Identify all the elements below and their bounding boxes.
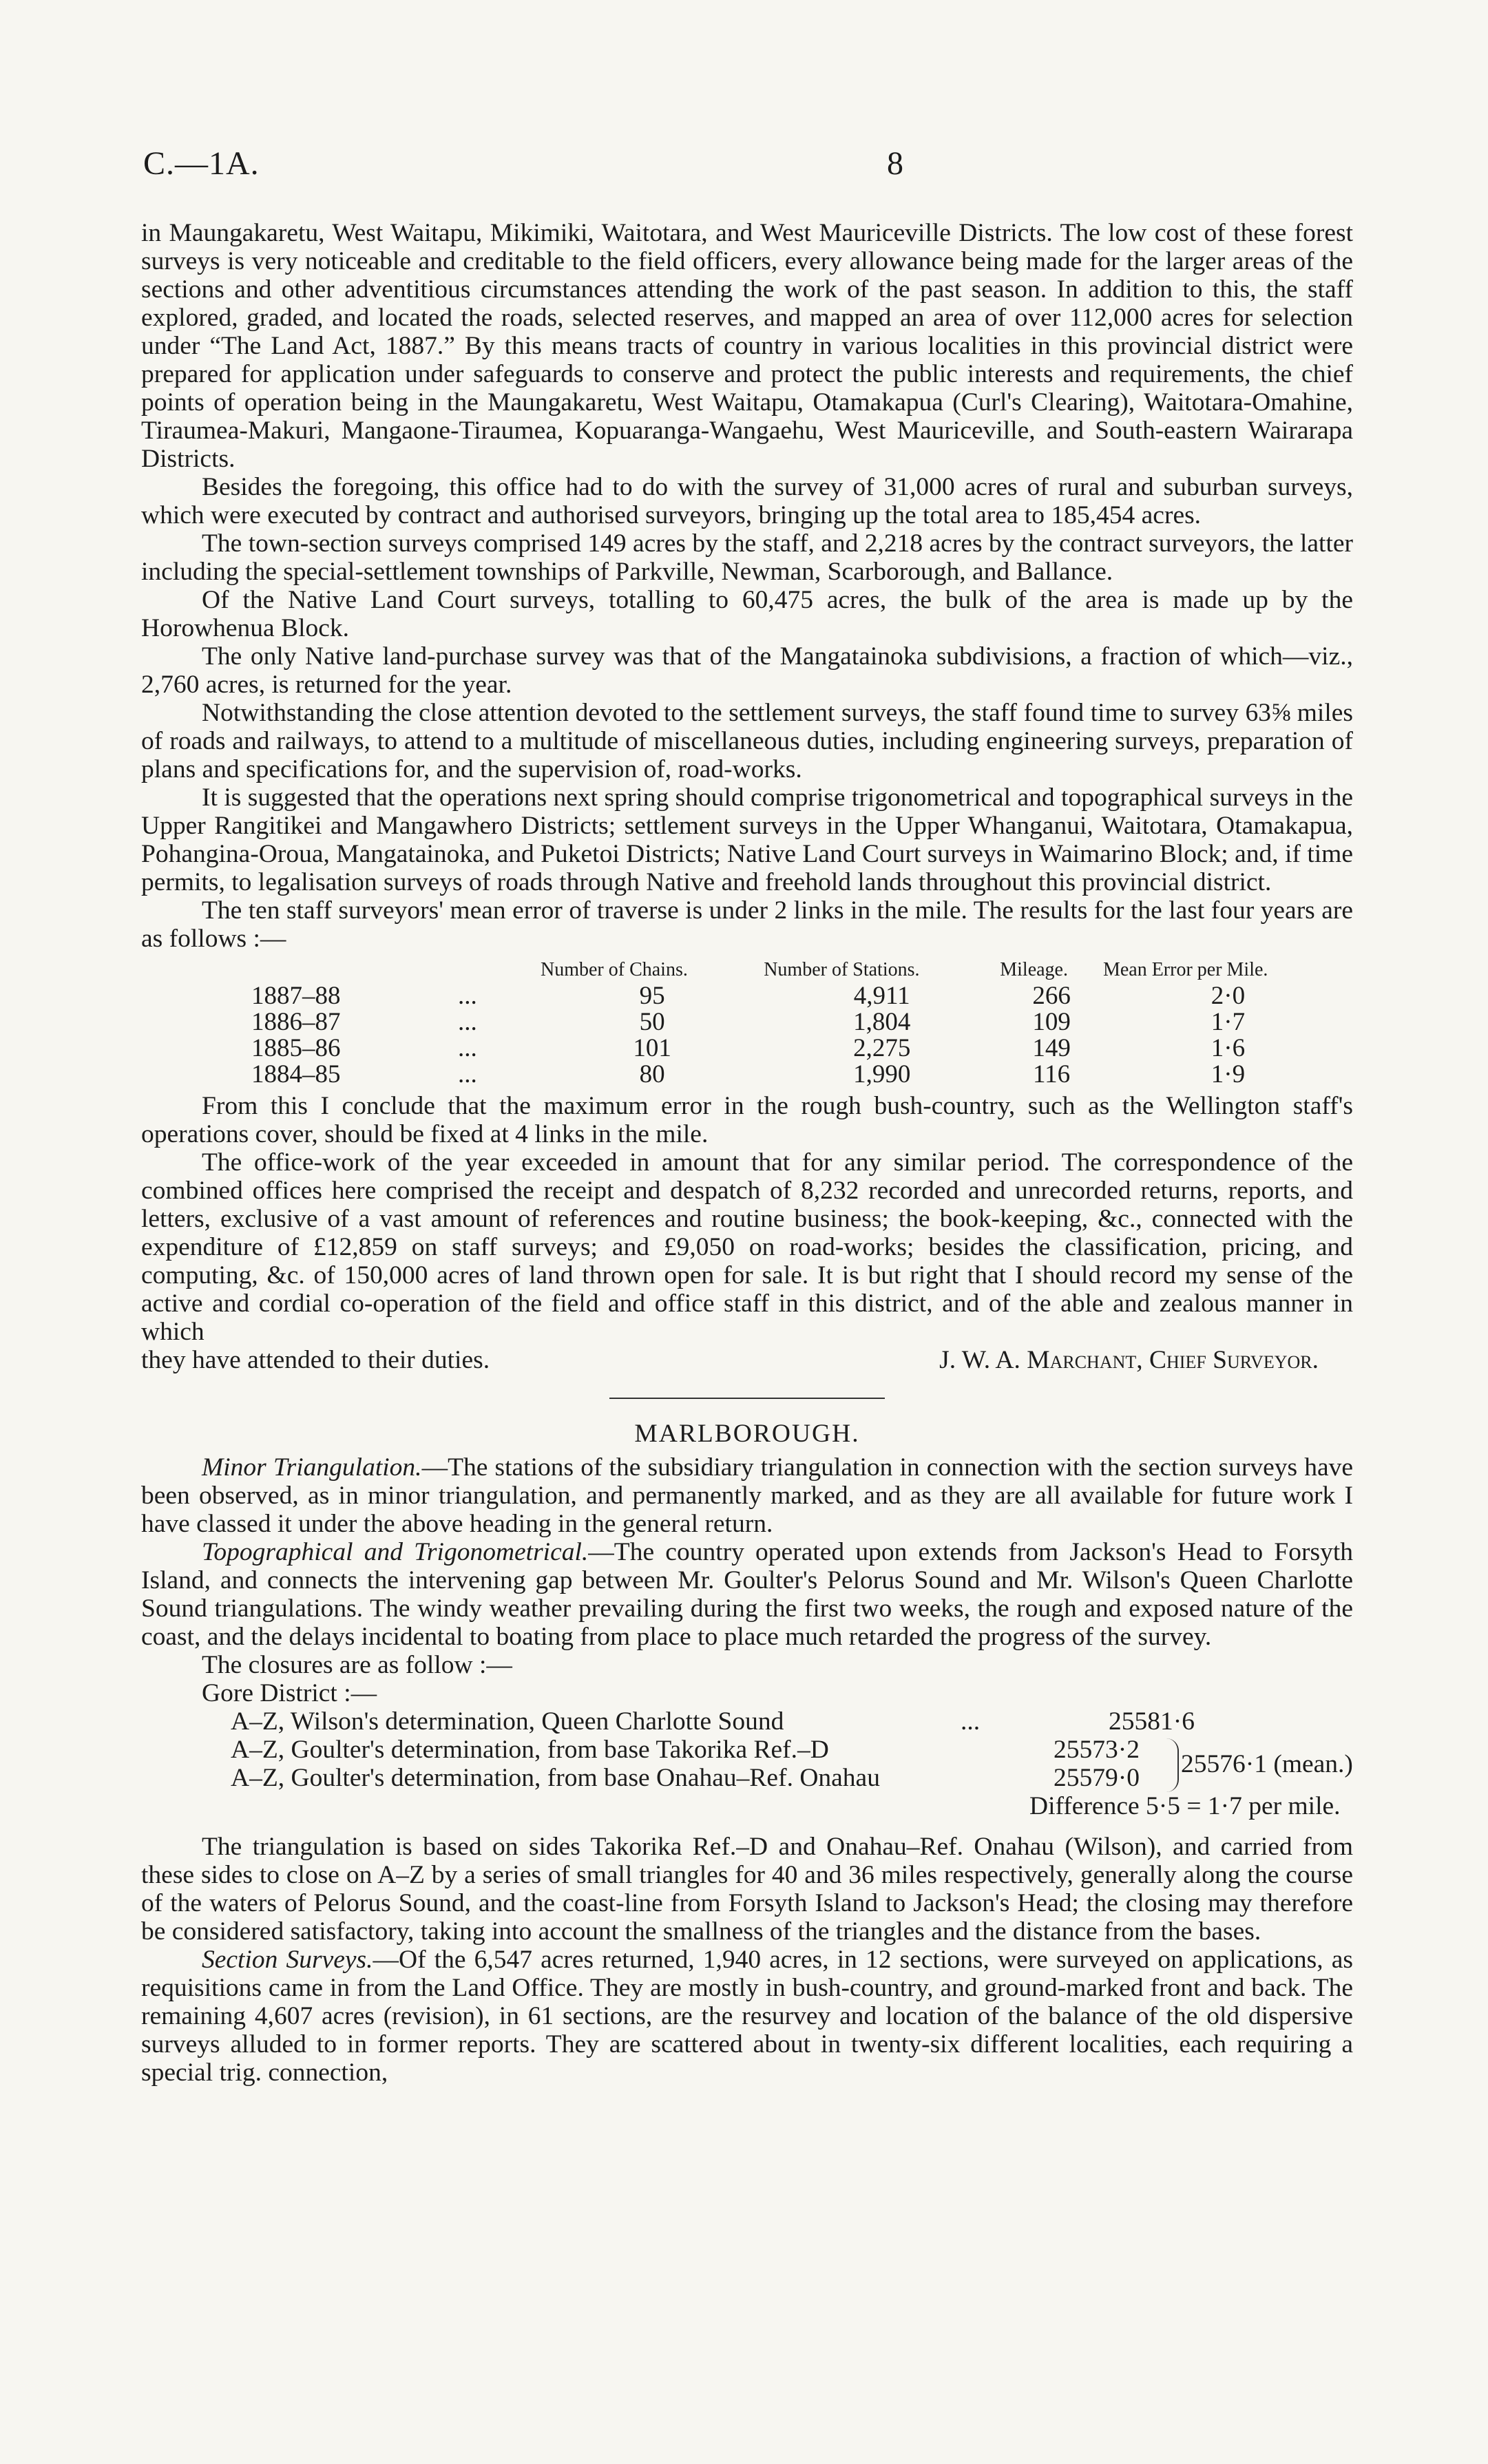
- closing-text: they have attended to their duties.: [141, 1346, 490, 1374]
- table-row: [141, 983, 1353, 1009]
- paragraph: Notwithstanding the close attention devoted to the settlement surveys, the staff found time to survey 63⅝ miles of roads and railways, to attend to a multitude of miscellaneous duties, including engineering surveys, preparation of plans and specifications for, and the supervision of, road-works.: [141, 699, 1353, 783]
- closure-row: [141, 1707, 1353, 1736]
- mileage-cell: 149: [1032, 1034, 1071, 1062]
- traverse-error-table: [141, 960, 1353, 1088]
- section-title: MARLBOROUGH.: [634, 1420, 860, 1448]
- closure-label: A–Z, Wilson's determination, Queen Charlotte Sound: [231, 1707, 784, 1736]
- chains-cell: 95: [639, 982, 665, 1010]
- paragraph: The office-work of the year exceeded in amount that for any similar period. The correspondence of the combined offices here comprised the receipt and despatch of 8,232 recorded and unrecorded returns, reports, and letters, exclusive of a vast amount of references and routine business; the book-keeping, &c., connected with the expenditure of £12,859 on staff surveys; and £9,050 on road-works; besides the classification, pricing, and computing, &c. of 150,000 acres of land thrown open for sale. It is but right that I should record my sense of the active and cordial co-operation of the field and office staff in this district, and of the able and zealous manner in which: [141, 1148, 1353, 1346]
- mileage-cell: 266: [1032, 982, 1071, 1010]
- closure-difference: Difference 5·5 = 1·7 per mile.: [1029, 1792, 1341, 1820]
- stations-cell: 2,275: [853, 1034, 911, 1062]
- header-spacer: [458, 960, 541, 983]
- document-reference: C.—1A.: [143, 145, 260, 182]
- signatory: J. W. A. Marchant, Chief Surveyor.: [939, 1346, 1319, 1374]
- paragraph-topographical: [141, 1538, 1353, 1651]
- paragraph-text: —The stations of the subsidiary triangulation in connection with the section surveys have been observed, as in minor triangulation, and permanently marked, and as they are all available for future work I have classed it under the above heading in the general return.: [141, 1453, 1353, 1538]
- page-header: [143, 145, 1355, 186]
- paragraph-section-surveys: [141, 1946, 1353, 2087]
- header-spacer: [141, 960, 458, 983]
- error-cell: 1·6: [1211, 1034, 1246, 1062]
- closures-intro-text: The closures are as follow :—: [202, 1651, 512, 1679]
- document-body: [141, 219, 1353, 2087]
- mileage-cell: 109: [1032, 1008, 1071, 1036]
- column-header-stations: Number of Stations.: [764, 959, 920, 980]
- year-cell: 1885–86: [251, 1034, 341, 1062]
- closure-value: 25581·6: [1109, 1707, 1195, 1736]
- closure-value: 25573·2: [1054, 1736, 1140, 1764]
- closures-block: [141, 1651, 1353, 1820]
- run-in-heading: Section Surveys.: [202, 1946, 373, 1974]
- paragraph: Besides the foregoing, this office had to do with the survey of 31,000 acres of rural and suburban surveys, which were executed by contract and authorised surveyors, bringing up the total area to 185,454 acres.: [141, 473, 1353, 529]
- run-in-heading: Topographical and Trigonometrical.: [202, 1538, 589, 1566]
- page-number: 8: [887, 145, 903, 182]
- closures-values: [141, 1707, 1353, 1792]
- table-row: [141, 1035, 1353, 1062]
- year-cell: 1884–85: [251, 1060, 341, 1088]
- chains-cell: 50: [639, 1008, 665, 1036]
- stations-cell: 1,990: [853, 1060, 911, 1088]
- paragraph: The town-section surveys comprised 149 acres by the staff, and 2,218 acres by the contract surveyors, the latter including the special-settlement townships of Parkville, Newman, Scarborough, and Ballance.: [141, 529, 1353, 586]
- closure-label: A–Z, Goulter's determination, from base Takorika Ref.–D: [231, 1736, 829, 1764]
- paragraph-text: —Of the 6,547 acres returned, 1,940 acres, in 12 sections, were surveyed on applications, as requisitions came in from the Land Office. They are mostly in bush-country, and ground-marked front and back. The remaining 4,607 acres (revision), in 61 sections, are the resurvey and location of the balance of the old dispersive surveys alluded to in former reports. They are scattered about in twenty-six different localities, each requiring a special trig. connection,: [141, 1946, 1353, 2087]
- closure-difference-row: [141, 1792, 1353, 1820]
- paragraph: The only Native land-purchase survey was that of the Mangatainoka subdivisions, a fraction of which—viz., 2,760 acres, is returned for the year.: [141, 642, 1353, 699]
- table-header-row: [141, 960, 1353, 983]
- error-cell: 2·0: [1211, 982, 1246, 1010]
- chains-cell: 80: [639, 1060, 665, 1088]
- year-cell: 1886–87: [251, 1008, 341, 1036]
- year-cell: 1887–88: [251, 982, 341, 1010]
- run-in-heading: Minor Triangulation.: [202, 1453, 422, 1482]
- paragraph: The triangulation is based on sides Takorika Ref.–D and Onahau–Ref. Onahau (Wilson), and carried from these sides to close on A–Z by a series of small triangles for 40 and 36 miles respectively, generally along the course of the waters of Pelorus Sound, and the coast-line from Forsyth Island to Jackson's Head; the closing may therefore be considered satisfactory, taking into account the smallness of the triangles and the distance from the bases.: [141, 1833, 1353, 1946]
- paragraph: From this I conclude that the maximum error in the rough bush-country, such as the Wellington staff's operations cover, should be fixed at 4 links in the mile.: [141, 1092, 1353, 1148]
- closure-value: 25579·0: [1054, 1764, 1140, 1792]
- table-row: [141, 1062, 1353, 1088]
- paragraph: It is suggested that the operations next spring should comprise trigonometrical and topographical surveys in the Upper Rangitikei and Mangawhero Districts; settlement surveys in the Upper Whanganui, Waitotara, Otamakapua, Pohangina-Oroua, Mangatainoka, and Puketoi Districts; Native Land Court surveys in Waimarino Block; and, if time permits, to legalisation surveys of roads through Native and freehold lands throughout this provincial district.: [141, 783, 1353, 896]
- leader-dots: ...: [458, 1034, 477, 1062]
- leader-dots: ...: [458, 1060, 477, 1088]
- stations-cell: 1,804: [853, 1008, 911, 1036]
- stations-cell: 4,911: [853, 982, 910, 1010]
- error-cell: 1·7: [1211, 1008, 1246, 1036]
- paragraph: Of the Native Land Court surveys, totalling to 60,475 acres, the bulk of the area is made up by the Horowhenua Block.: [141, 586, 1353, 642]
- closure-dots: ...: [961, 1707, 981, 1736]
- column-header-error: Mean Error per Mile.: [1102, 959, 1268, 980]
- closure-mean: 25576·1 (mean.): [1181, 1750, 1353, 1778]
- column-header-mileage: Mileage.: [1000, 959, 1068, 980]
- paragraph-minor-triangulation: [141, 1453, 1353, 1538]
- mileage-cell: 116: [1033, 1060, 1071, 1088]
- chains-cell: 101: [633, 1034, 671, 1062]
- paragraph: The ten staff surveyors' mean error of traverse is under 2 links in the mile. The results for the last four years are as follows :—: [141, 896, 1353, 953]
- section-divider: [609, 1398, 885, 1399]
- closures-district: [141, 1679, 1353, 1707]
- closures-intro: [141, 1651, 1353, 1679]
- brace-bracket: [1164, 1738, 1179, 1792]
- table-row: [141, 1009, 1353, 1035]
- paragraph-text: —The country operated upon extends from Jackson's Head to Forsyth Island, and connects the intervening gap between Mr. Goulter's Pelorus Sound and Mr. Wilson's Queen Charlotte Sound triangulations. The windy weather prevailing during the first two weeks, the rough and exposed nature of the coast, and the delays incidental to boating from place to place much retarded the progress of the survey.: [141, 1538, 1353, 1651]
- signature-line: [141, 1346, 1353, 1374]
- column-header-chains: Number of Chains.: [541, 959, 688, 980]
- leader-dots: ...: [458, 1008, 477, 1036]
- district-label: Gore District :—: [202, 1679, 377, 1707]
- leader-dots: ...: [458, 982, 477, 1010]
- paragraph-continuation: in Maungakaretu, West Waitapu, Mikimiki, Waitotara, and West Mauriceville Districts. The low cost of these forest surveys is very noticeable and creditable to the field officers, every allowance being made for the larger areas of the sections and other adventitious circumstances attending the work of the past season. In addition to this, the staff explored, graded, and located the roads, selected reserves, and mapped an area of over 112,000 acres for selection under “The Land Act, 1887.” By this means tracts of country in various localities in this provincial district were prepared for application under safeguards to conserve and protect the public interests and requirements, the chief points of operation being in the Maungakaretu, West Waitapu, Otamakapua (Curl's Clearing), Waitotara-Omahine, Tiraumea-Makuri, Mangaone-Tiraumea, Kopuaranga-Wangaehu, West Mauriceville, and South-eastern Wairarapa Districts.: [141, 219, 1353, 473]
- error-cell: 1·9: [1211, 1060, 1246, 1088]
- closure-label: A–Z, Goulter's determination, from base Onahau–Ref. Onahau: [231, 1764, 880, 1792]
